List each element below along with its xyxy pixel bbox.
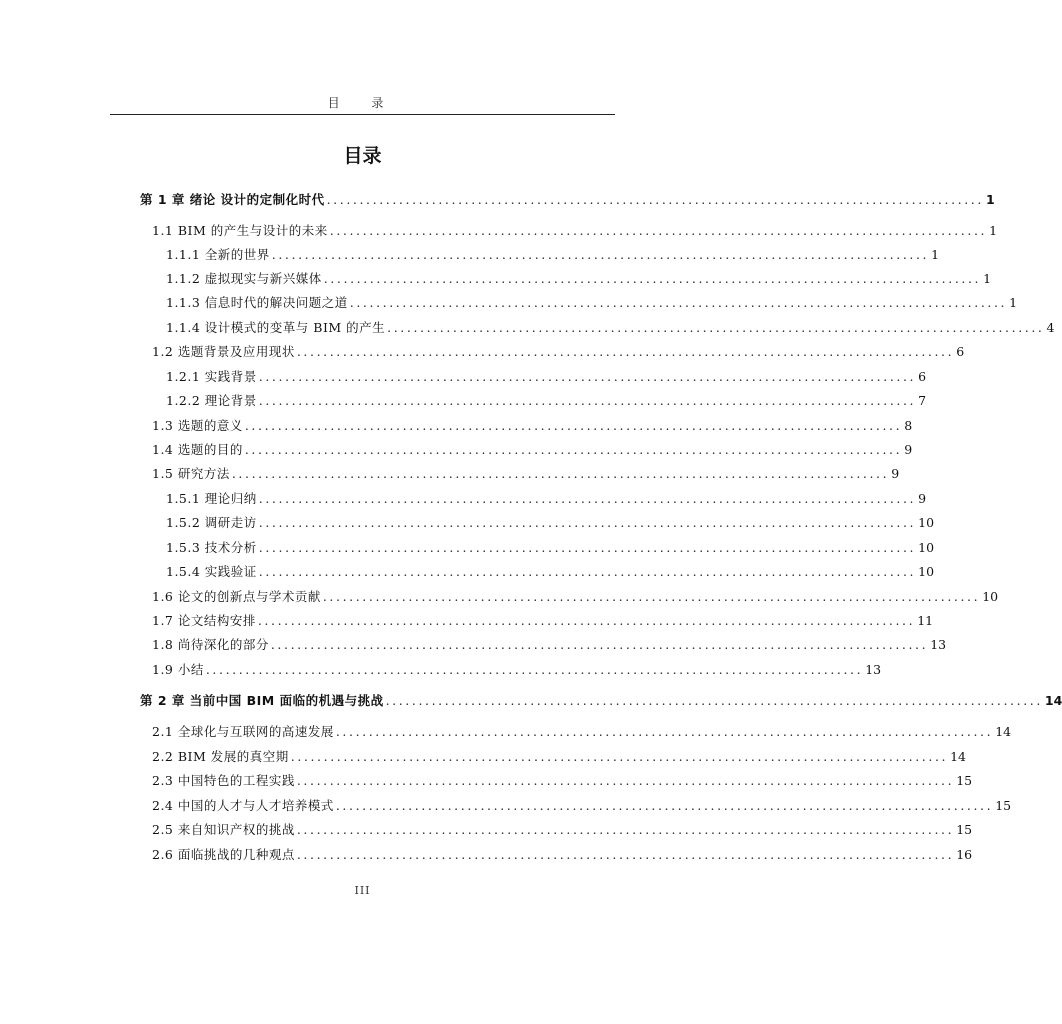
toc-entry-label: 2.3 中国特色的工程实践: [152, 773, 295, 788]
toc-entry-label: 1.6 论文的创新点与学术贡献: [152, 589, 321, 604]
toc-entry-page: 1: [983, 271, 992, 286]
dot-leader: ....................................................................................................: [296, 847, 955, 862]
toc-entry-page: 6: [956, 344, 965, 359]
dot-leader: ....................................................................................................: [296, 773, 955, 788]
toc-entry[interactable]: [140, 291, 1018, 311]
dot-leader: ....................................................................................................: [335, 724, 994, 739]
dot-leader: ....................................................................................................: [290, 749, 949, 764]
dot-leader: ....................................................................................................: [296, 822, 955, 837]
dot-leader: ....................................................................................................: [244, 418, 903, 433]
toc-entry[interactable]: [140, 487, 927, 507]
dot-leader: ....................................................................................................: [296, 344, 955, 359]
dot-leader: ....................................................................................................: [385, 693, 1043, 708]
toc-entry-page: 14: [950, 749, 966, 764]
page-number: III: [354, 884, 371, 897]
toc-entry-label: 1.2 选题背景及应用现状: [152, 344, 295, 359]
toc-entry-label: 1.4 选题的目的: [152, 442, 243, 457]
toc-entry[interactable]: [140, 609, 934, 629]
dot-leader: ....................................................................................................: [231, 466, 890, 481]
toc-entry-label: 2.1 全球化与互联网的高速发展: [152, 724, 334, 739]
toc-entry[interactable]: [140, 633, 947, 653]
toc-entry-page: 10: [918, 515, 935, 530]
toc-entry-page: 13: [930, 637, 947, 652]
toc-entry[interactable]: [140, 794, 1012, 814]
dot-leader: ....................................................................................................: [244, 442, 903, 457]
toc-entry-page: 13: [865, 662, 882, 677]
toc-entry-page: 1: [985, 192, 995, 207]
dot-leader: ....................................................................................................: [322, 589, 981, 604]
toc-entry-label: 2.5 来自知识产权的挑战: [152, 822, 295, 837]
dot-leader: ....................................................................................................: [329, 223, 988, 238]
toc-entry[interactable]: [140, 340, 965, 360]
toc-entry[interactable]: [140, 720, 1012, 740]
toc-entry[interactable]: [140, 365, 927, 385]
dot-leader: ....................................................................................................: [335, 798, 994, 813]
toc-entry-page: 9: [918, 491, 927, 506]
toc-entry-label: 2.6 面临挑战的几种观点: [152, 847, 295, 862]
toc-entry-page: 10: [982, 589, 999, 604]
running-header: 目 录: [327, 96, 398, 110]
toc-entry-page: 15: [995, 798, 1012, 813]
toc-entry-page: 6: [918, 369, 927, 384]
dot-leader: ....................................................................................................: [258, 515, 917, 530]
toc-entry[interactable]: [140, 243, 940, 263]
toc-entry-page: 16: [956, 847, 973, 862]
dot-leader: ....................................................................................................: [258, 393, 917, 408]
toc-entry-page: 1: [989, 223, 998, 238]
toc-entry-page: 14: [995, 724, 1012, 739]
toc-entry-page: 9: [891, 466, 900, 481]
toc-entry-label: 1.3 选题的意义: [152, 418, 243, 433]
toc-entry[interactable]: [140, 843, 973, 863]
toc-entry-label: 1.1.2 虚拟现实与新兴媒体: [166, 271, 322, 286]
toc-entry-label: 第 2 章 当前中国 BIM 面临的机遇与挑战: [140, 693, 384, 708]
dot-leader: ....................................................................................................: [326, 192, 984, 207]
toc-entry-page: 10: [918, 540, 935, 555]
toc-entry[interactable]: [140, 316, 1055, 336]
toc-entry-page: 11: [917, 613, 934, 628]
toc-title: 目录: [343, 145, 382, 167]
toc-entry[interactable]: [140, 745, 966, 765]
toc-entry-page: 1: [931, 247, 940, 262]
dot-leader: ....................................................................................................: [349, 295, 1008, 310]
toc-entry[interactable]: [140, 267, 992, 287]
header-rule: [110, 114, 615, 115]
dot-leader: ....................................................................................................: [257, 613, 916, 628]
toc-entry-label: 1.5.1 理论归纳: [166, 491, 257, 506]
toc-entry-label: 1.1 BIM 的产生与设计的未来: [152, 223, 328, 238]
toc-entry[interactable]: [140, 414, 913, 434]
toc-entry-label: 1.8 尚待深化的部分: [152, 637, 269, 652]
toc-entry[interactable]: [140, 536, 935, 556]
toc-entry[interactable]: [140, 188, 995, 208]
toc-entry-label: 1.5.2 调研走访: [166, 515, 257, 530]
toc-entry-page: 14: [1044, 693, 1062, 708]
toc-entry[interactable]: [140, 511, 935, 531]
toc-entry-page: 7: [918, 393, 927, 408]
dot-leader: ....................................................................................................: [270, 637, 929, 652]
toc-entry[interactable]: [140, 438, 913, 458]
dot-leader: ....................................................................................................: [271, 247, 930, 262]
toc-entry-label: 1.5.3 技术分析: [166, 540, 257, 555]
toc-entry-label: 2.4 中国的人才与人才培养模式: [152, 798, 334, 813]
dot-leader: ....................................................................................................: [258, 540, 917, 555]
toc-entry-page: 8: [904, 418, 913, 433]
toc-entry[interactable]: [140, 689, 1062, 709]
toc-entry-label: 1.2.1 实践背景: [166, 369, 257, 384]
toc-entry[interactable]: [140, 818, 973, 838]
toc-entry-label: 1.7 论文结构安排: [152, 613, 256, 628]
toc-entry[interactable]: [140, 462, 900, 482]
toc-entry[interactable]: [140, 769, 973, 789]
toc-entry-page: 4: [1046, 320, 1055, 335]
toc-entry-label: 第 1 章 绪论 设计的定制化时代: [140, 192, 325, 207]
toc-entry[interactable]: [140, 658, 882, 678]
toc-entry-page: 9: [904, 442, 913, 457]
toc-entry[interactable]: [140, 389, 927, 409]
toc-entry-label: 1.9 小结: [152, 662, 204, 677]
toc-entry-label: 2.2 BIM 发展的真空期: [152, 749, 289, 764]
toc-entry-label: 1.1.1 全新的世界: [166, 247, 270, 262]
dot-leader: ....................................................................................................: [323, 271, 982, 286]
toc-entry-page: 15: [956, 773, 973, 788]
toc-entry-label: 1.5 研究方法: [152, 466, 230, 481]
toc-entry-label: 1.1.4 设计模式的变革与 BIM 的产生: [166, 320, 386, 335]
dot-leader: ....................................................................................................: [387, 320, 1045, 335]
dot-leader: ....................................................................................................: [258, 491, 917, 506]
toc-entry[interactable]: [140, 585, 999, 605]
toc-entry-page: 10: [918, 564, 935, 579]
toc-entry-label: 1.5.4 实践验证: [166, 564, 257, 579]
toc-entry[interactable]: [140, 560, 935, 580]
dot-leader: ....................................................................................................: [258, 564, 917, 579]
toc-entry[interactable]: [140, 219, 998, 239]
dot-leader: ....................................................................................................: [205, 662, 864, 677]
toc-entry-label: 1.1.3 信息时代的解决问题之道: [166, 295, 348, 310]
toc-entry-page: 15: [956, 822, 973, 837]
toc-entry-page: 1: [1009, 295, 1018, 310]
toc-entry-label: 1.2.2 理论背景: [166, 393, 257, 408]
dot-leader: ....................................................................................................: [258, 369, 917, 384]
